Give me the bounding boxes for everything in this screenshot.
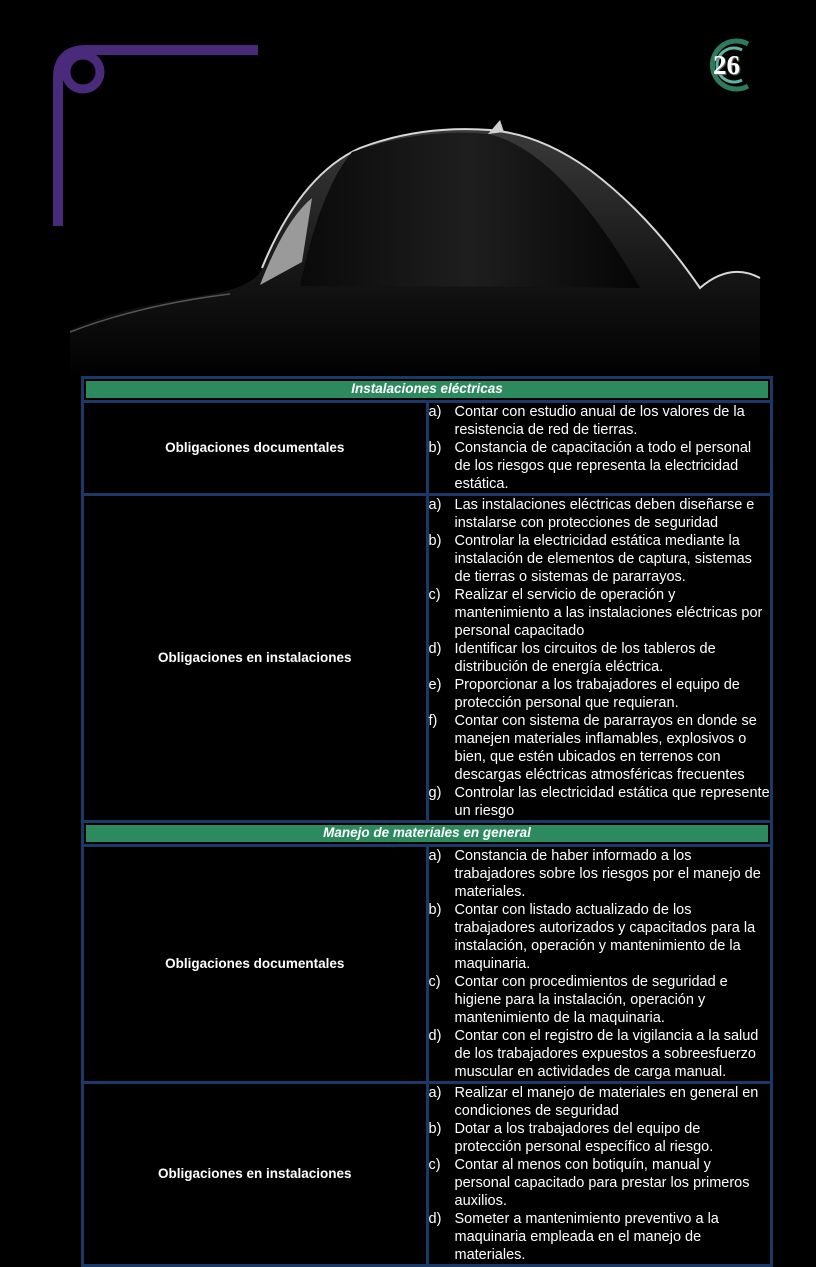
obligation-item	[429, 403, 771, 439]
item-letter: c)	[428, 974, 441, 990]
item-letter: c)	[428, 587, 441, 603]
section-header-row	[83, 378, 772, 402]
section-header-row	[83, 822, 772, 846]
obligation-row	[83, 402, 772, 495]
item-letter: e)	[428, 677, 442, 693]
item-letter: a)	[428, 848, 442, 864]
obligation-item	[429, 640, 771, 676]
obligation-type-label: Obligaciones en instalaciones	[83, 1083, 428, 1266]
obligation-item	[429, 532, 771, 586]
item-letter: f)	[428, 713, 438, 729]
item-text: Contar al menos con botiquín, manual y personal capacitado para prestar los primeros auxilios.	[454, 1157, 750, 1209]
obligation-item	[429, 847, 771, 901]
section-header-cell	[83, 378, 772, 402]
item-letter: c)	[428, 1157, 441, 1173]
item-text: Contar con estudio anual de los valores de la resistencia de red de tierras.	[454, 404, 745, 438]
item-text: Controlar las electricidad estática que represente un riesgo	[454, 785, 770, 819]
item-letter: d)	[428, 641, 442, 657]
obligation-item	[429, 1156, 771, 1210]
obligation-items-cell	[427, 846, 772, 1083]
obligation-item	[429, 586, 771, 640]
item-text: Contar con el registro de la vigilancia a la salud de los trabajadores expuestos a sobreesfuerzo muscular en actividades de carga manual.	[454, 1028, 759, 1080]
item-letter: d)	[428, 1028, 442, 1044]
obligation-row	[83, 495, 772, 822]
item-letter: g)	[428, 785, 442, 801]
item-letter: b)	[428, 440, 442, 456]
item-letter: a)	[428, 404, 442, 420]
obligation-item	[429, 1027, 771, 1081]
item-letter: d)	[428, 1211, 442, 1227]
item-letter: a)	[428, 1085, 442, 1101]
requirements-table-body	[83, 378, 772, 1266]
item-text: Controlar la electricidad estática mediante la instalación de elementos de captura, sistemas de tierras o sistemas de pararrayos.	[454, 533, 752, 585]
obligation-row	[83, 1083, 772, 1266]
obligation-item	[429, 496, 771, 532]
item-text: Constancia de haber informado a los trabajadores sobre los riesgos por el manejo de materiales.	[454, 848, 761, 900]
obligation-item	[429, 1210, 771, 1264]
item-text: Constancia de capacitación a todo el personal de los riesgos que representa la electricidad estática.	[454, 440, 752, 492]
requirements-table	[81, 376, 773, 1267]
obligation-type-label: Obligaciones en instalaciones	[83, 495, 428, 822]
obligation-item	[429, 676, 771, 712]
item-text: Contar con procedimientos de seguridad e higiene para la instalación, operación y mantenimiento de la maquinaria.	[454, 974, 728, 1026]
obligation-items-cell	[427, 1083, 772, 1266]
item-letter: a)	[428, 497, 442, 513]
obligation-item	[429, 1120, 771, 1156]
page-number: 26	[713, 50, 740, 80]
obligation-item	[429, 712, 771, 784]
obligation-items-cell	[427, 402, 772, 495]
obligation-item	[429, 784, 771, 820]
item-text: Contar con listado actualizado de los trabajadores autorizados y capacitados para la instalación, operación y mantenimiento de la maquinaria.	[454, 902, 756, 972]
item-text: Someter a mantenimiento preventivo a la maquinaria empleada en el manejo de materiales.	[454, 1211, 719, 1263]
obligation-items-cell	[427, 495, 772, 822]
obligation-type-label: Obligaciones documentales	[83, 402, 428, 495]
item-text: Realizar el servicio de operación y mantenimiento a las instalaciones eléctricas por personal capacitado	[454, 587, 763, 639]
item-text: Proporcionar a los trabajadores el equipo de protección personal que requieran.	[454, 677, 740, 711]
corner-ornament	[58, 50, 258, 226]
item-letter: b)	[428, 533, 442, 549]
obligation-row	[83, 846, 772, 1083]
obligation-item	[429, 973, 771, 1027]
item-text: Dotar a los trabajadores del equipo de protección personal específico al riesgo.	[454, 1121, 714, 1155]
header-artwork	[0, 0, 816, 380]
section-title: Manejo de materiales en general	[86, 825, 768, 842]
item-letter: b)	[428, 1121, 442, 1137]
obligation-item	[429, 439, 771, 493]
obligation-type-label: Obligaciones documentales	[83, 846, 428, 1083]
car-silhouette	[70, 120, 760, 380]
obligation-item	[429, 901, 771, 973]
obligation-item	[429, 1084, 771, 1120]
item-letter: b)	[428, 902, 442, 918]
section-title: Instalaciones eléctricas	[86, 381, 768, 398]
item-text: Las instalaciones eléctricas deben diseñarse e instalarse con protecciones de seguridad	[454, 497, 755, 531]
section-header-cell	[83, 822, 772, 846]
item-text: Contar con sistema de pararrayos en donde se manejen materiales inflamables, explosivos o bien, que estén ubicados en terrenos con descargas eléctricas atmosféricas frecuentes	[454, 713, 757, 783]
item-text: Identificar los circuitos de los tableros de distribución de energía eléctrica.	[454, 641, 716, 675]
item-text: Realizar el manejo de materiales en general en condiciones de seguridad	[454, 1085, 759, 1119]
